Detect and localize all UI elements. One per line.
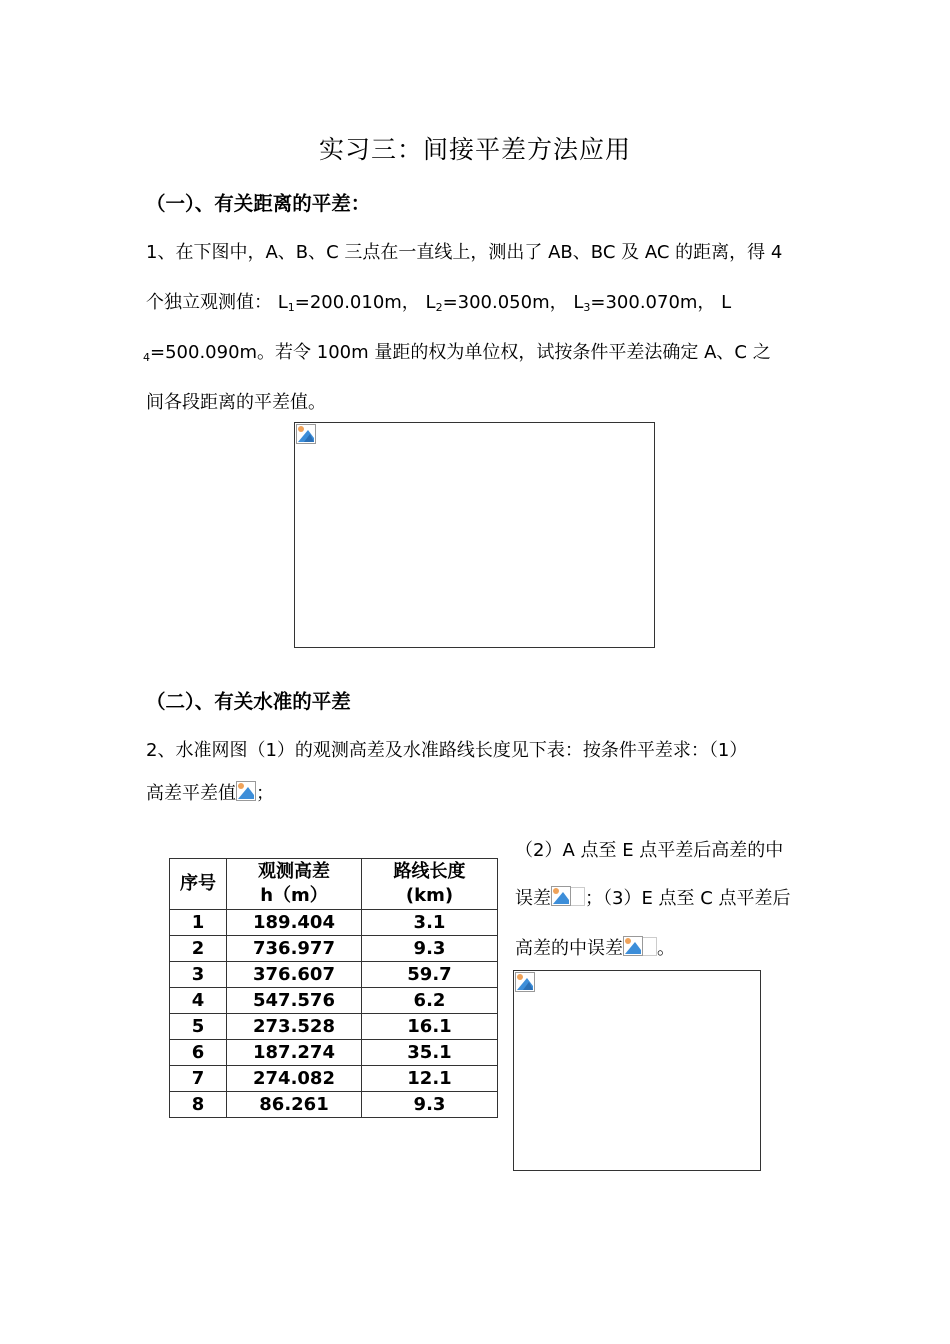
table-cell: 6 (170, 1040, 227, 1066)
table-cell: 8 (170, 1092, 227, 1118)
table-cell: 35.1 (362, 1040, 498, 1066)
header-cell-index (170, 859, 227, 910)
table-row (170, 1014, 498, 1040)
broken-image-icon (296, 424, 316, 444)
table-cell: 86.261 (227, 1092, 362, 1118)
text-fragment: 高差的中误差 (515, 938, 623, 959)
subscript: 4 (143, 351, 150, 364)
table-cell: 736.977 (227, 936, 362, 962)
table-cell: 3.1 (362, 910, 498, 936)
header-text: (km) (405, 885, 454, 906)
section1-line3 (143, 338, 771, 364)
table-cell: 9.3 (362, 1092, 498, 1118)
section2-line2 (146, 779, 274, 805)
table-row (170, 1066, 498, 1092)
table-cell: 59.7 (362, 962, 498, 988)
section1-line2 (146, 288, 731, 314)
subscript: 3 (583, 301, 591, 314)
section2-right1: （2）A 点至 E 点平差后高差的中 (515, 840, 784, 861)
section1-line1: 1、在下图中，A、B、C 三点在一直线上，测出了 AB、BC 及 AC 的距离，得 4 (146, 242, 783, 263)
figure-placeholder-1 (294, 422, 655, 648)
text-fragment: =300.050m， L (442, 292, 584, 313)
text-fragment: ；（3）E 点至 C 点平差后 (585, 888, 791, 909)
table-cell: 4 (170, 988, 227, 1014)
table-cell: 6.2 (362, 988, 498, 1014)
section2-heading: （二）、有关水准的平差 (146, 690, 351, 713)
header-text: 序号 (180, 873, 216, 894)
table-cell: 16.1 (362, 1014, 498, 1040)
broken-image-icon (515, 972, 535, 992)
equation-image-icon (551, 886, 571, 906)
table-cell: 5 (170, 1014, 227, 1040)
table-row (170, 962, 498, 988)
text-fragment: 高差平差值 (146, 783, 236, 804)
header-text: 观测高差 (258, 861, 330, 882)
text-fragment: 。 (657, 938, 675, 959)
section1-line4: 间各段距离的平差值。 (146, 392, 326, 413)
table-cell: 9.3 (362, 936, 498, 962)
equation-blank (643, 937, 657, 956)
header-cell-height-diff (227, 859, 362, 910)
table-row (170, 988, 498, 1014)
table-row (170, 936, 498, 962)
text-fragment: =300.070m， L (590, 292, 732, 313)
header-cell-route-length (362, 859, 498, 910)
table-cell: 547.576 (227, 988, 362, 1014)
equation-image-icon (236, 781, 256, 801)
header-text: h（m） (260, 885, 328, 906)
table-cell: 376.607 (227, 962, 362, 988)
table-header-row (170, 859, 498, 910)
text-fragment: =200.010m， L (294, 292, 436, 313)
text-fragment: 个独立观测值： L (146, 292, 288, 313)
figure-placeholder-2 (513, 970, 761, 1171)
table-row (170, 910, 498, 936)
equation-blank (571, 887, 585, 906)
section2-right3 (515, 934, 675, 960)
subscript: 2 (435, 301, 443, 314)
table-cell: 274.082 (227, 1066, 362, 1092)
table-cell: 7 (170, 1066, 227, 1092)
header-text: 路线长度 (393, 861, 466, 882)
text-fragment: =500.090m。若令 100m 量距的权为单位权，试按条件平差法确定 A、C 之 (150, 342, 771, 363)
table-row (170, 1040, 498, 1066)
section2-right2 (515, 884, 791, 910)
table-cell: 1 (170, 910, 227, 936)
table-cell: 2 (170, 936, 227, 962)
table-cell: 189.404 (227, 910, 362, 936)
text-fragment: 误差 (515, 888, 551, 909)
section1-heading: （一）、有关距离的平差： (146, 192, 371, 215)
table-cell: 273.528 (227, 1014, 362, 1040)
table-cell: 187.274 (227, 1040, 362, 1066)
observation-table (169, 858, 498, 1118)
text-fragment: ； (256, 783, 274, 804)
table-cell: 3 (170, 962, 227, 988)
subscript: 1 (287, 301, 295, 314)
section2-line1: 2、水准网图（1）的观测高差及水准路线长度见下表：按条件平差求：（1） (146, 740, 748, 761)
table-cell: 12.1 (362, 1066, 498, 1092)
table-row (170, 1092, 498, 1118)
page-title: 实习三：间接平差方法应用 (318, 135, 631, 164)
equation-image-icon (623, 936, 643, 956)
